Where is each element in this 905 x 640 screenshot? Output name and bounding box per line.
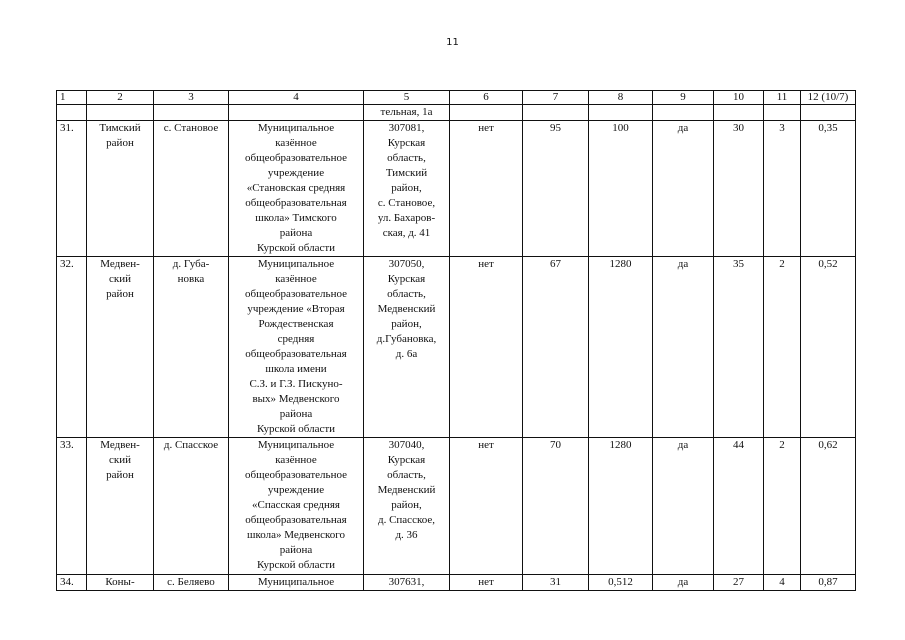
page-number: 11 xyxy=(446,37,459,48)
table-cell-col-4: Муниципальное xyxy=(229,575,364,591)
table-cell-col-12: 0,87 xyxy=(801,575,856,591)
table-header-row xyxy=(57,91,856,105)
table-cell-col-3: с. Становое xyxy=(154,121,229,257)
table-cell-col-6 xyxy=(450,105,523,121)
table-cell-col-4: 4 xyxy=(229,91,364,105)
table-cell-col-6: 6 xyxy=(450,91,523,105)
table-cell-col-7: 67 xyxy=(523,257,589,438)
table-cell-col-11: 11 xyxy=(764,91,801,105)
table-cell-col-3: с. Беляево xyxy=(154,575,229,591)
table-cell-col-7: 95 xyxy=(523,121,589,257)
table-cell-col-10: 44 xyxy=(714,438,764,575)
table-cell-col-1: 34. xyxy=(57,575,87,591)
table-cell-col-5: 307631, xyxy=(364,575,450,591)
table-cell-col-9: да xyxy=(653,121,714,257)
table-cell-col-2: Медвен- ский район xyxy=(87,438,154,575)
table-cell-col-2 xyxy=(87,105,154,121)
table-cell-col-9: да xyxy=(653,438,714,575)
table-cell-col-7: 31 xyxy=(523,575,589,591)
table-cell-col-11 xyxy=(764,105,801,121)
table-cell-col-12: 0,35 xyxy=(801,121,856,257)
table-row xyxy=(57,575,856,591)
table-cell-col-8: 8 xyxy=(589,91,653,105)
table-cell-col-2: Коны- xyxy=(87,575,154,591)
table-cell-col-9: 9 xyxy=(653,91,714,105)
table-cell-col-10 xyxy=(714,105,764,121)
table-row xyxy=(57,257,856,438)
table-cell-col-1: 31. xyxy=(57,121,87,257)
table-cell-col-4: Муниципальное казённое общеобразовательное учреждение «Вторая Рождественская средняя общеобразовательная школа имени С.З. и Г.З. Пискуно- вых» Медвенского района Курской области xyxy=(229,257,364,438)
table-cell-col-12 xyxy=(801,105,856,121)
table-cell-col-11: 4 xyxy=(764,575,801,591)
table-cell-col-6: нет xyxy=(450,121,523,257)
table-cell-col-8: 1280 xyxy=(589,438,653,575)
table-cell-col-9: да xyxy=(653,257,714,438)
table-cell-col-4: Муниципальное казённое общеобразовательное учреждение «Спасская средняя общеобразовательная школа» Медвенского района Курской области xyxy=(229,438,364,575)
table-cell-col-8 xyxy=(589,105,653,121)
table-cell-col-5: 5 xyxy=(364,91,450,105)
table-cell-col-8: 100 xyxy=(589,121,653,257)
table-cell-col-2: Медвен- ский район xyxy=(87,257,154,438)
table-row xyxy=(57,438,856,575)
table-cell-col-3 xyxy=(154,105,229,121)
table-cell-col-1: 33. xyxy=(57,438,87,575)
table-cell-col-7 xyxy=(523,105,589,121)
table-cell-col-10: 30 xyxy=(714,121,764,257)
table-cell-col-10: 27 xyxy=(714,575,764,591)
table-cell-col-6: нет xyxy=(450,575,523,591)
table-cell-col-12: 0,62 xyxy=(801,438,856,575)
table-row xyxy=(57,121,856,257)
schools-table xyxy=(56,90,856,591)
table-cell-col-1 xyxy=(57,105,87,121)
table-cell-col-5: 307081, Курская область, Тимский район, с. Становое, ул. Бахаров- ская, д. 41 xyxy=(364,121,450,257)
table-cell-col-1: 32. xyxy=(57,257,87,438)
table-cell-col-3: д. Спасское xyxy=(154,438,229,575)
table-cell-col-6: нет xyxy=(450,438,523,575)
table-cell-col-5: 307040, Курская область, Медвенский район, д. Спасское, д. 36 xyxy=(364,438,450,575)
table-cell-col-8: 0,512 xyxy=(589,575,653,591)
table-cell-col-2: Тимский район xyxy=(87,121,154,257)
table-cell-col-11: 2 xyxy=(764,257,801,438)
table-cell-col-6: нет xyxy=(450,257,523,438)
table-cell-col-8: 1280 xyxy=(589,257,653,438)
table-cell-col-12: 0,52 xyxy=(801,257,856,438)
table-cell-col-1: 1 xyxy=(57,91,87,105)
table-cell-col-10: 35 xyxy=(714,257,764,438)
table-cell-col-9: да xyxy=(653,575,714,591)
table-cell-col-5: 307050, Курская область, Медвенский район, д.Губановка, д. 6а xyxy=(364,257,450,438)
table-cell-col-9 xyxy=(653,105,714,121)
table-continuation-row xyxy=(57,105,856,121)
table-cell-col-10: 10 xyxy=(714,91,764,105)
table-cell-col-7: 7 xyxy=(523,91,589,105)
table-cell-col-12: 12 (10/7) xyxy=(801,91,856,105)
table-cell-col-4 xyxy=(229,105,364,121)
table-cell-col-4: Муниципальное казённое общеобразовательное учреждение «Становская средняя общеобразовательная школа» Тимского района Курской области xyxy=(229,121,364,257)
table-cell-col-7: 70 xyxy=(523,438,589,575)
table-cell-col-2: 2 xyxy=(87,91,154,105)
table-cell-col-3: д. Губа- новка xyxy=(154,257,229,438)
table-cell-col-11: 3 xyxy=(764,121,801,257)
table-cell-col-11: 2 xyxy=(764,438,801,575)
table-cell-col-3: 3 xyxy=(154,91,229,105)
table-cell-col-5: тельная, 1а xyxy=(364,105,450,121)
